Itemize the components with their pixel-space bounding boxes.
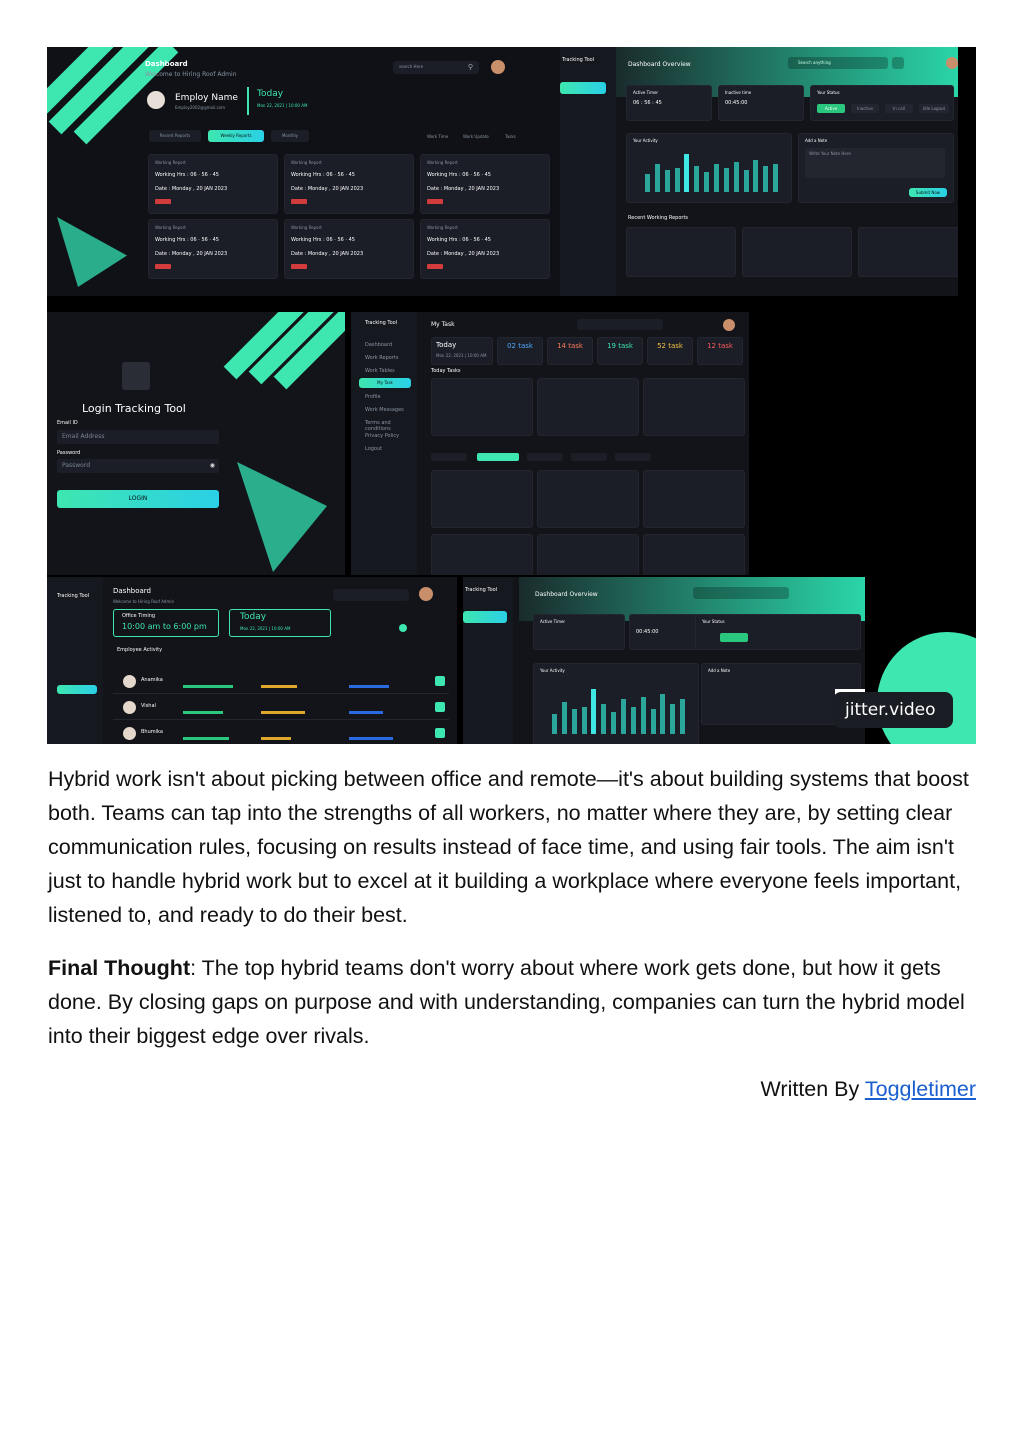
search-placeholder: Search anything — [798, 60, 831, 65]
task-card[interactable] — [643, 470, 745, 528]
action-button[interactable] — [435, 676, 445, 686]
activity-bar — [655, 164, 660, 192]
working-hrs: Working Hrs : 06 · 56 · 45 — [427, 172, 491, 178]
report-title: Working Report — [291, 225, 322, 230]
note-textarea[interactable] — [805, 148, 945, 178]
article-paragraph: Hybrid work isn't about picking between office and remote—it's about building systems that boost both. Teams can tap into the strengths of all workers, no matter where they are, by setting clear communication rules, focusing on results instead of face time, and using fair tools. The aim isn't just to handle hybrid work but to excel at it building a workplace where everyone feels important, listened to, and ready to do their best. — [48, 767, 969, 927]
task-tab-active[interactable] — [477, 453, 519, 461]
status-incall-button[interactable]: In call — [885, 104, 913, 113]
report-date: Date : Monday , 20 JAN 2023 — [291, 186, 364, 192]
activity-bar — [773, 164, 778, 192]
table-row[interactable] — [113, 699, 449, 720]
avatar — [123, 727, 136, 740]
action-button[interactable] — [435, 728, 445, 738]
dashboard-reports-panel — [47, 47, 560, 296]
sidebar-item-privacy[interactable]: Privacy Policy — [365, 433, 400, 439]
activity-bar — [744, 170, 749, 192]
today-card — [247, 87, 329, 115]
activity-bar — [562, 702, 567, 735]
activity-bar — [611, 712, 616, 735]
search-input[interactable] — [693, 587, 789, 599]
activity-bar — [753, 160, 758, 192]
inactive-time-value: 00:45:00 — [725, 100, 748, 106]
note-label: Add a Note — [708, 668, 731, 673]
tab-monthly[interactable]: Monthly — [271, 130, 309, 142]
tab-tasks[interactable]: Tasks — [505, 134, 516, 139]
notification-icon[interactable] — [892, 57, 904, 69]
byline-label: Written By — [760, 1077, 865, 1101]
employee-name: Vishal — [141, 703, 156, 709]
working-hrs: Working Hrs : 06 · 56 · 45 — [155, 172, 219, 178]
search-input[interactable] — [788, 57, 888, 69]
final-thought-paragraph — [48, 951, 978, 1053]
task-card[interactable] — [431, 534, 533, 575]
activity-bar — [591, 689, 596, 734]
sidebar-item-work-reports[interactable]: Work Reports — [365, 355, 399, 361]
password-label: Password — [57, 450, 81, 456]
today-card — [229, 609, 331, 637]
progress-bar — [183, 711, 223, 714]
report-title: Working Report — [155, 225, 186, 230]
activity-bar — [621, 699, 626, 734]
employee-name: Anamika — [141, 677, 163, 683]
author-link[interactable]: Toggletimer — [864, 1077, 976, 1101]
app-name: Tracking Tool — [365, 320, 398, 326]
active-timer-label: Active Timer — [540, 619, 566, 624]
status-card — [810, 85, 954, 121]
action-button[interactable] — [435, 702, 445, 712]
table-row[interactable] — [113, 725, 449, 744]
app-name: Tracking Tool — [465, 587, 498, 593]
sidebar-item-terms[interactable]: Terms and conditions — [365, 420, 391, 432]
office-timing-card — [113, 609, 219, 637]
report-title: Working Report — [427, 160, 458, 165]
report-date: Date : Monday , 20 JAN 2023 — [155, 186, 228, 192]
report-card — [148, 154, 278, 214]
report-card — [626, 227, 736, 277]
task-card[interactable] — [537, 378, 639, 436]
activity-bar — [763, 166, 768, 192]
today-date: Mon 22, 2021 | 10:00 AM — [436, 353, 487, 358]
jitter-watermark — [833, 692, 953, 728]
report-card — [742, 227, 852, 277]
activity-bar — [724, 168, 729, 192]
active-timer-card — [533, 614, 625, 650]
page-subtitle: Welcome to Hiring Roof Admin — [113, 599, 174, 604]
progress-bar — [349, 737, 393, 740]
app-name: Tracking Tool — [562, 57, 595, 63]
login-button[interactable]: LOGIN — [57, 490, 219, 508]
office-hours: 10:00 am to 6:00 pm — [122, 622, 207, 631]
activity-label: Your Activity — [540, 668, 565, 673]
avatar[interactable] — [946, 57, 958, 69]
avatar — [123, 675, 136, 688]
activity-bar — [680, 699, 685, 734]
recent-reports-label: Recent Working Reports — [628, 215, 689, 221]
avatar — [147, 91, 165, 109]
stat-badge: 52 task — [647, 337, 693, 365]
email-label: Email ID — [57, 420, 78, 426]
status-label: Your Status — [817, 90, 840, 95]
status-badge — [291, 264, 307, 269]
office-timing-label: Office Timing — [122, 613, 156, 619]
today-date: Mon 22, 2021 | 10:00 AM — [257, 103, 308, 108]
inactive-time-card — [629, 614, 699, 650]
activity-bars — [552, 684, 690, 734]
sidebar-item-active[interactable] — [57, 685, 97, 694]
status-card — [695, 614, 861, 650]
final-thought-label: Final Thought — [48, 956, 191, 980]
stat-badge: 12 task — [697, 337, 743, 365]
activity-bar — [670, 704, 675, 734]
status-active-button[interactable] — [720, 633, 748, 642]
report-card — [858, 227, 958, 277]
employee-name: Employ Name — [175, 93, 238, 103]
progress-bar — [261, 711, 305, 714]
activity-bar — [641, 697, 646, 735]
sidebar-item-dashboard[interactable]: Dashboard — [365, 342, 393, 348]
final-thought — [48, 951, 978, 1053]
activity-bar — [675, 168, 680, 192]
dashboard-overview-panel-2 — [463, 577, 865, 744]
active-timer-label: Active Timer — [633, 90, 659, 95]
activity-card — [533, 663, 699, 744]
avatar — [123, 701, 136, 714]
today-label: Today — [257, 89, 284, 99]
task-card[interactable] — [431, 378, 533, 436]
report-title: Working Report — [155, 160, 186, 165]
working-hrs: Working Hrs : 06 · 56 · 45 — [291, 172, 355, 178]
activity-bar — [572, 709, 577, 734]
report-date: Date : Monday , 20 JAN 2023 — [291, 251, 364, 257]
working-hrs: Working Hrs : 06 · 56 · 45 — [291, 237, 355, 243]
password-placeholder: Password — [62, 462, 91, 469]
sidebar — [560, 47, 616, 296]
progress-bar — [349, 711, 383, 714]
sidebar-item-profile[interactable]: Profile — [365, 394, 381, 400]
task-card[interactable] — [643, 534, 745, 575]
active-timer-card — [626, 85, 712, 121]
sidebar-item-active[interactable] — [560, 82, 606, 94]
activity-bar — [684, 154, 689, 192]
search-icon: ⚲ — [467, 63, 473, 71]
task-card[interactable] — [537, 534, 639, 575]
sidebar — [463, 577, 513, 744]
office-toggle[interactable] — [399, 624, 407, 632]
report-card — [284, 154, 414, 214]
inactive-time-label: Inactive time — [725, 90, 752, 95]
task-tab[interactable] — [571, 453, 607, 461]
activity-bar — [582, 707, 587, 735]
app-name: Tracking Tool — [57, 593, 90, 599]
progress-bar — [261, 685, 297, 688]
page-title: Dashboard — [145, 60, 188, 68]
stat-badge: 19 task — [597, 337, 643, 365]
report-date: Date : Monday , 20 JAN 2023 — [427, 251, 500, 257]
password-field[interactable] — [57, 459, 219, 473]
note-card — [798, 133, 954, 203]
activity-bars — [645, 152, 783, 192]
search-input[interactable] — [577, 319, 663, 330]
page-title: My Task — [431, 321, 455, 328]
report-card — [420, 154, 550, 214]
report-card — [148, 219, 278, 279]
working-hrs: Working Hrs : 06 · 56 · 45 — [427, 237, 491, 243]
progress-bar — [261, 737, 291, 740]
activity-bar — [714, 164, 719, 192]
activity-bar — [631, 707, 636, 735]
status-inactive-button[interactable]: Inactive — [851, 104, 879, 113]
tab-weekly-reports[interactable]: Weekly Reports — [208, 130, 264, 142]
task-tab[interactable] — [615, 453, 651, 461]
status-badge — [427, 199, 443, 204]
activity-bar — [704, 172, 709, 192]
today-tasks-label: Today Tasks — [431, 368, 461, 374]
employee-email: Employ2002@gmail.com — [175, 105, 225, 110]
activity-bar — [694, 166, 699, 192]
today-label: Today — [436, 341, 457, 349]
avatar[interactable] — [491, 60, 505, 74]
status-badge — [291, 199, 307, 204]
report-date: Date : Monday , 20 JAN 2023 — [155, 251, 228, 257]
decor-triangle — [57, 217, 127, 287]
sidebar-item-my-task[interactable]: My Task — [359, 378, 411, 388]
sidebar-item-active[interactable] — [463, 611, 507, 623]
submit-button[interactable]: Submit Now — [909, 188, 947, 197]
report-card — [284, 219, 414, 279]
sidebar-item-work-tables[interactable]: Work Tables — [365, 368, 395, 374]
report-title: Working Report — [291, 160, 322, 165]
sidebar — [47, 577, 103, 744]
watermark-text: jitter.video — [845, 700, 936, 720]
note-label: Add a Note — [805, 138, 828, 143]
task-card[interactable] — [537, 470, 639, 528]
screenshot-collage — [47, 47, 976, 744]
activity-bar — [552, 714, 557, 734]
activity-bar — [645, 174, 650, 192]
task-tab[interactable] — [431, 453, 467, 461]
employee-name: Bhumika — [141, 729, 163, 735]
article-body — [48, 762, 978, 932]
table-row[interactable] — [113, 673, 449, 694]
sidebar-item-logout[interactable]: Logout — [365, 446, 383, 452]
task-card[interactable] — [643, 378, 745, 436]
status-active-button[interactable]: Active — [817, 104, 845, 113]
today-card — [431, 337, 493, 365]
activity-bar — [651, 709, 656, 734]
today-date: Mon 22, 2021 | 10:00 AM — [240, 626, 291, 631]
eye-icon[interactable]: ◉ — [209, 462, 215, 469]
sidebar-item-work-messages[interactable]: Work Messages — [365, 407, 404, 413]
activity-label: Your Activity — [633, 138, 658, 143]
stat-badge: 14 task — [547, 337, 593, 365]
logo-placeholder — [122, 362, 150, 390]
search-input[interactable] — [333, 589, 409, 601]
report-card — [420, 219, 550, 279]
tab-work-update[interactable]: Work Update — [463, 134, 489, 139]
sidebar — [351, 312, 417, 575]
status-badge — [155, 199, 171, 204]
inactive-time-card — [718, 85, 804, 121]
stat-badge: 02 task — [497, 337, 543, 365]
dashboard-overview-panel — [560, 47, 958, 296]
task-tab-bar — [431, 453, 743, 463]
report-title: Working Report — [427, 225, 458, 230]
activity-card — [626, 133, 792, 203]
task-card[interactable] — [431, 470, 533, 528]
search-input[interactable] — [393, 61, 479, 74]
working-hrs: Working Hrs : 06 · 56 · 45 — [155, 237, 219, 243]
note-placeholder: Write Your Note Here — [809, 151, 851, 156]
status-logout-button[interactable]: Idle Logout — [919, 104, 949, 113]
progress-bar — [183, 685, 233, 688]
tab-recent-reports[interactable]: Recent Reports — [149, 130, 201, 142]
login-panel — [47, 312, 345, 575]
status-badge — [155, 264, 171, 269]
login-title: Login Tracking Tool — [82, 402, 186, 415]
today-label: Today — [240, 612, 267, 622]
employee-activity-label: Employee Activity — [117, 647, 163, 653]
progress-bar — [183, 737, 229, 740]
progress-bar — [349, 685, 389, 688]
status-badge — [427, 264, 443, 269]
status-label: Your Status — [702, 619, 725, 624]
page-subtitle: Welcome to Hiring Roof Admin — [145, 71, 237, 78]
byline — [761, 1072, 977, 1106]
activity-bar — [734, 162, 739, 192]
employee-activity-panel — [47, 577, 457, 744]
inactive-time-value: 00:45:00 — [636, 629, 659, 635]
page-title: Dashboard Overview — [535, 591, 598, 598]
active-timer-value: 06 : 56 : 45 — [633, 100, 662, 106]
decor-triangle — [237, 462, 327, 572]
search-placeholder: search Here — [399, 64, 424, 69]
task-tab[interactable] — [527, 453, 563, 461]
activity-bar — [601, 704, 606, 734]
email-field[interactable] — [57, 430, 219, 444]
avatar[interactable] — [419, 587, 433, 601]
page-title: Dashboard — [113, 587, 151, 595]
final-thought-text: : The top hybrid teams don't worry about where work gets done, but how it gets done. By closing gaps on purpose and with understanding, companies can turn the hybrid model into their biggest edge over rivals. — [48, 956, 965, 1048]
tab-work-time[interactable]: Work Time — [427, 134, 449, 139]
avatar[interactable] — [723, 319, 735, 331]
page-title: Dashboard Overview — [628, 61, 691, 68]
email-placeholder: Email Address — [62, 433, 105, 440]
report-date: Date : Monday , 20 JAN 2023 — [427, 186, 500, 192]
activity-bar — [660, 694, 665, 734]
my-task-panel — [351, 312, 749, 575]
activity-bar — [665, 170, 670, 192]
